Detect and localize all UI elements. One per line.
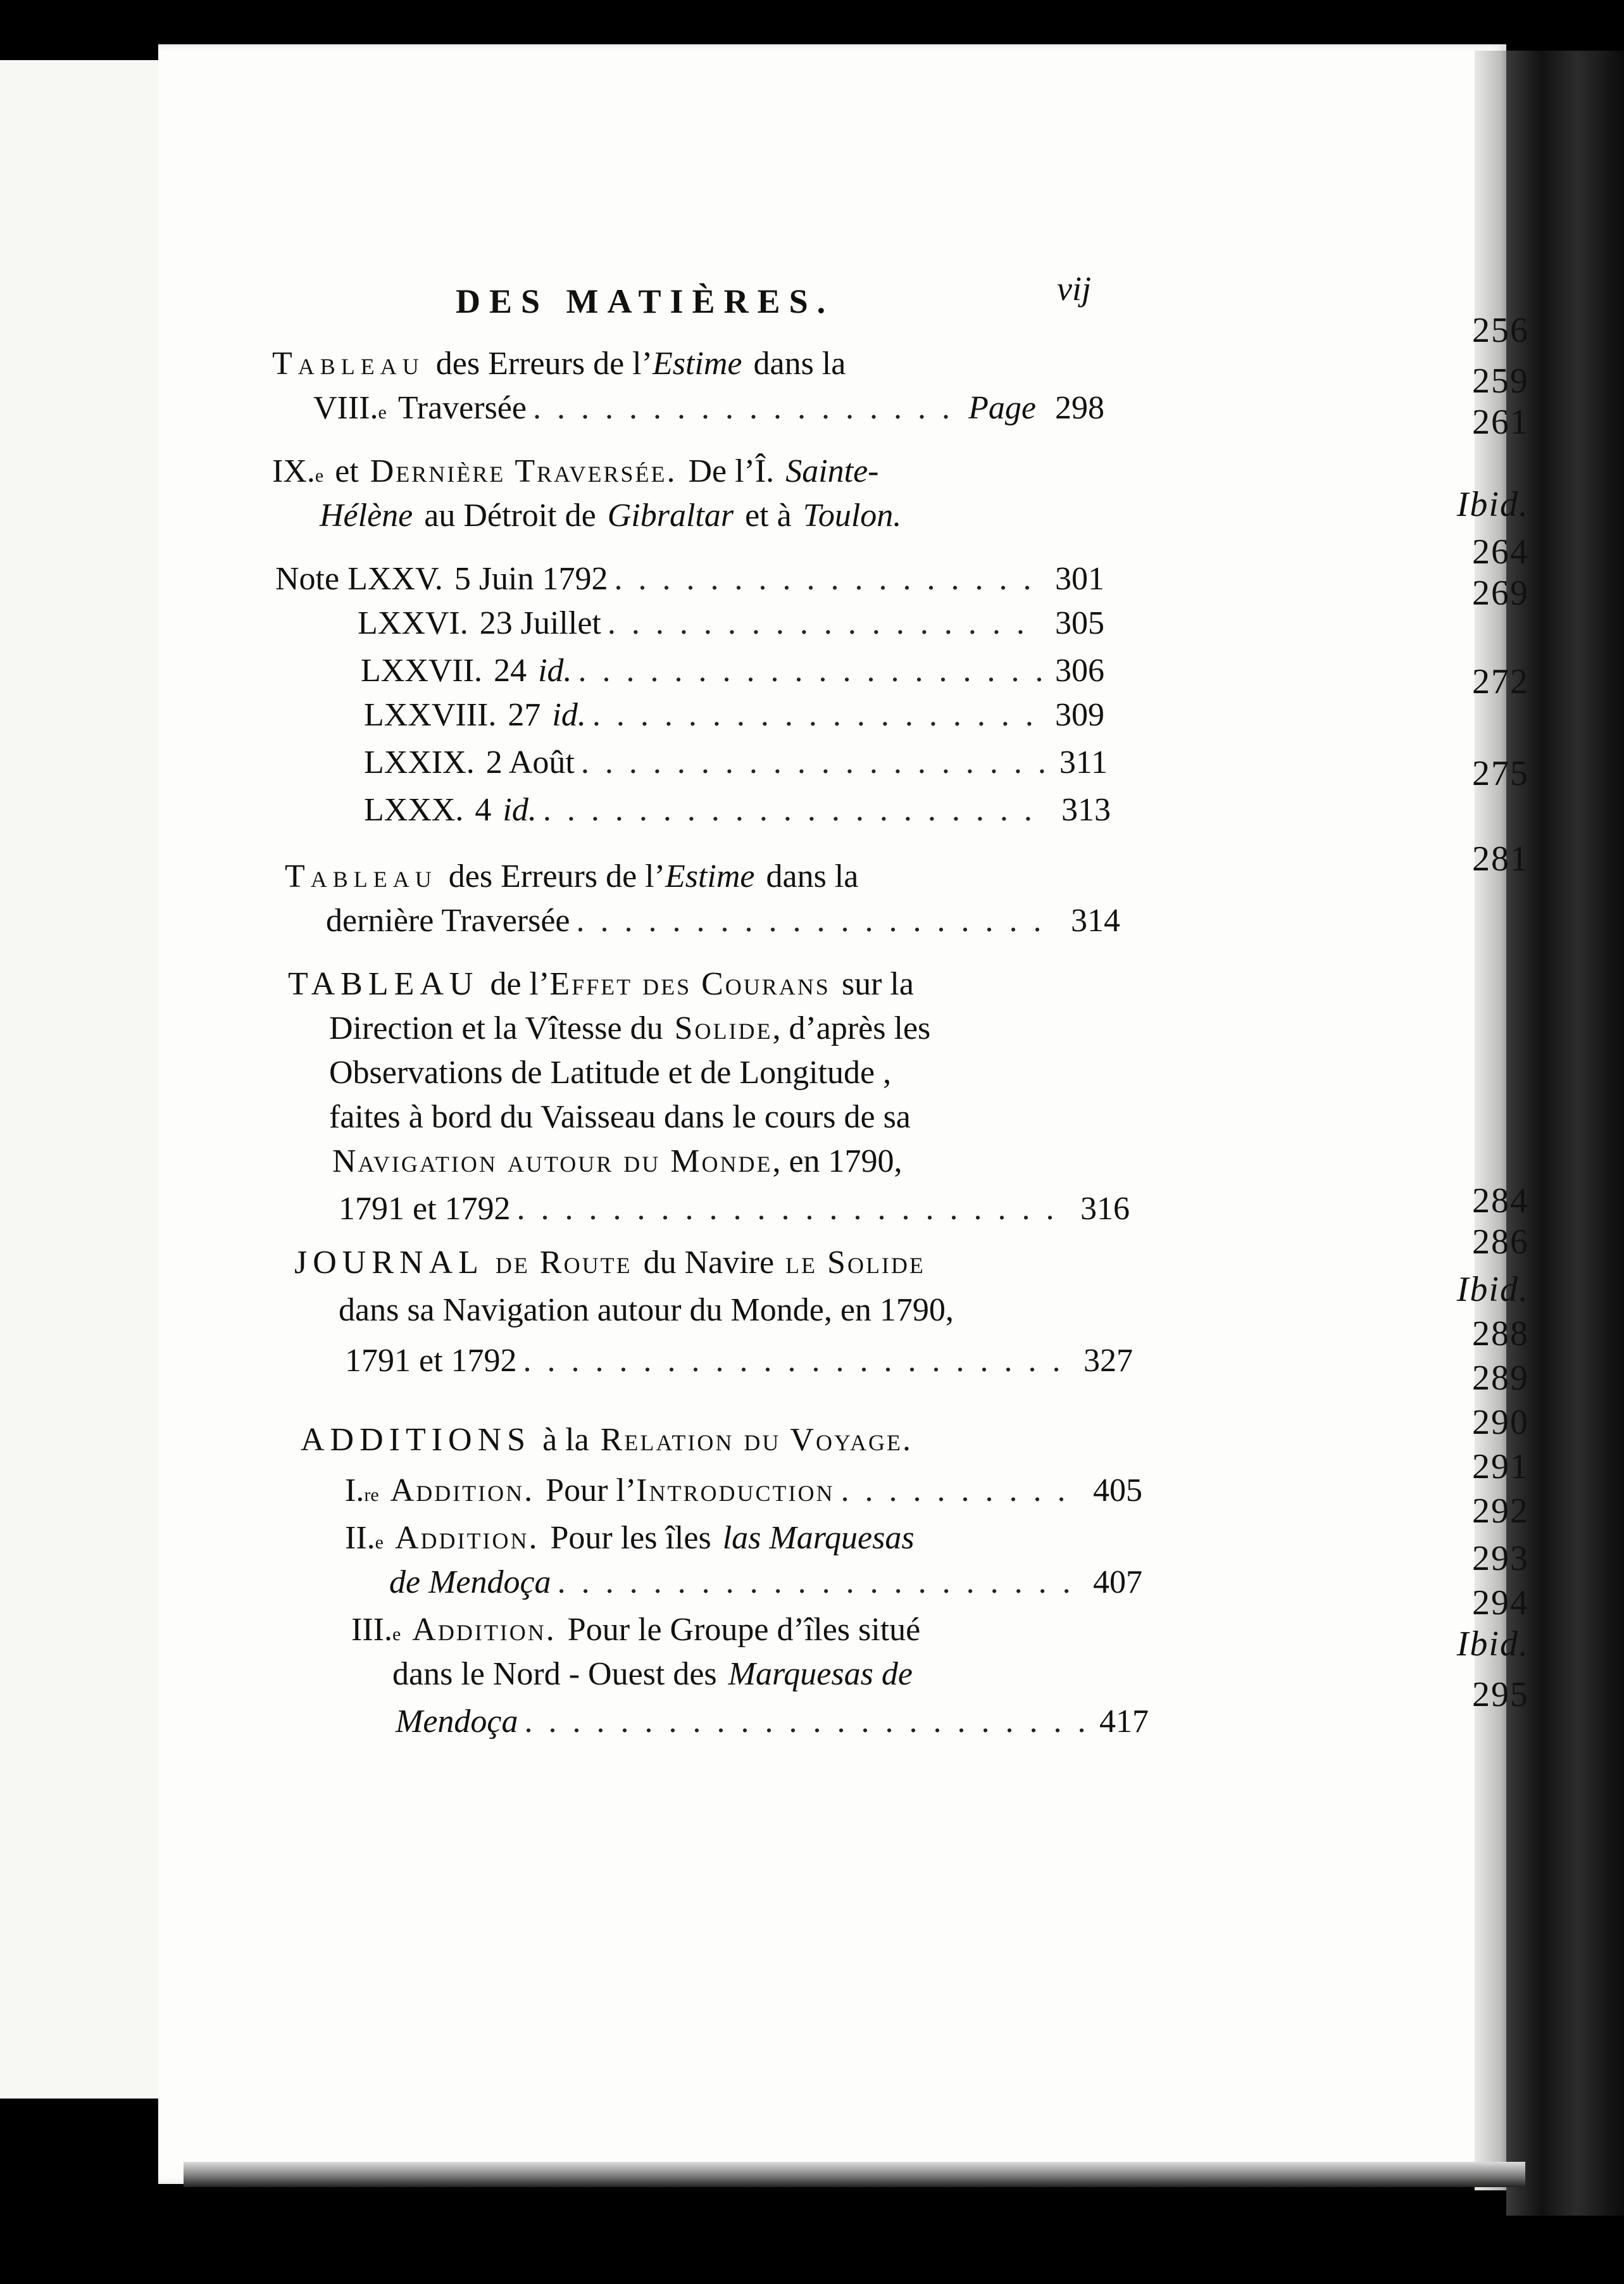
entry-page: 298 bbox=[1055, 390, 1104, 426]
toc-addition-3-line2 bbox=[392, 1655, 913, 1693]
toc-entry-ix-line1 bbox=[272, 453, 878, 490]
entry-label: Relation du Voyage. bbox=[600, 1422, 913, 1458]
left-page bbox=[0, 60, 172, 2099]
leader-dots bbox=[840, 1472, 1079, 1509]
page-folio: vij bbox=[1057, 270, 1091, 308]
toc-entry-tableau-derniere-line1 bbox=[285, 858, 1038, 895]
left-number: 281 bbox=[1472, 839, 1529, 879]
toc-note-lxxix bbox=[364, 744, 1108, 781]
entry-sup: e bbox=[392, 1624, 401, 1645]
left-number: Ibid. bbox=[1456, 1624, 1529, 1664]
entry-text: dans la bbox=[753, 346, 846, 382]
left-number: 259 bbox=[1472, 361, 1529, 401]
note-page: 309 bbox=[1055, 697, 1104, 733]
entry-text: 1791 et 1792 bbox=[339, 1191, 511, 1227]
toc-entry-courans-line1 bbox=[288, 965, 914, 1003]
toc-note-lxxx bbox=[364, 791, 1111, 829]
toc-entry-tableau-viii-line2 bbox=[313, 389, 1104, 427]
entry-text: dans sa Navigation autour du Monde, en 1790, bbox=[339, 1292, 954, 1328]
toc-entry-journal-line2 bbox=[339, 1291, 954, 1329]
note-label: LXXVI. bbox=[358, 605, 468, 641]
toc-addition-2-line2 bbox=[389, 1564, 1142, 1601]
note-id: id. bbox=[538, 653, 572, 689]
toc-note-lxxv bbox=[275, 560, 1104, 598]
toc-entry-tableau-viii-line1 bbox=[272, 345, 1019, 382]
leader-dots bbox=[615, 560, 1042, 598]
entry-text: et à bbox=[745, 498, 792, 534]
addition-number: II. bbox=[345, 1520, 375, 1556]
left-number: 294 bbox=[1472, 1583, 1529, 1622]
entry-page-label: Page bbox=[968, 390, 1036, 426]
entry-text: IX. bbox=[272, 453, 315, 489]
entry-label: TABLEAU bbox=[288, 966, 479, 1002]
entry-page: 327 bbox=[1084, 1343, 1133, 1379]
entry-sup: e bbox=[375, 1532, 384, 1553]
left-number: 286 bbox=[1472, 1222, 1529, 1262]
entry-label: Navigation autour du Monde bbox=[332, 1143, 773, 1179]
toc-note-lxxviii bbox=[364, 696, 1104, 734]
entry-label: Effet des Courans bbox=[549, 966, 830, 1002]
left-number: Ibid. bbox=[1456, 1270, 1529, 1309]
toc-entry-tableau-derniere-line2 bbox=[326, 902, 1120, 939]
toc-entry-ix-line2 bbox=[320, 497, 901, 534]
leader-dots bbox=[592, 696, 1041, 734]
entry-text: Pour l’ bbox=[546, 1472, 637, 1509]
note-label: LXXX. bbox=[364, 792, 464, 828]
note-id: id. bbox=[552, 697, 586, 733]
entry-page: 405 bbox=[1093, 1472, 1142, 1509]
left-number: 293 bbox=[1472, 1539, 1529, 1578]
entry-text: à la bbox=[542, 1422, 589, 1458]
toc-entry-courans-line6 bbox=[339, 1190, 1130, 1227]
entry-text: Direction et la Vîtesse du bbox=[329, 1010, 663, 1046]
addition-label: Addition. bbox=[390, 1472, 535, 1509]
left-number: 290 bbox=[1472, 1403, 1529, 1442]
entry-text: , en 1790, bbox=[772, 1143, 903, 1179]
page-title: DES MATIÈRES. bbox=[456, 282, 835, 320]
leader-dots bbox=[558, 1564, 1079, 1601]
left-number: 264 bbox=[1472, 532, 1529, 572]
note-label: Note LXXV. bbox=[275, 561, 443, 597]
note-date: 4 bbox=[475, 792, 492, 828]
entry-sup: e bbox=[378, 402, 387, 423]
leader-dots bbox=[577, 902, 1057, 939]
note-label: LXXVIII. bbox=[364, 697, 497, 733]
entry-text: Pour le Groupe d’îles situé bbox=[567, 1612, 921, 1648]
leader-dots bbox=[533, 389, 962, 427]
leader-dots bbox=[524, 1703, 1085, 1740]
entry-sup: e bbox=[315, 465, 324, 486]
entry-text: Traversée bbox=[397, 390, 527, 426]
entry-text: dans la bbox=[766, 858, 859, 894]
entry-italic: Sainte- bbox=[785, 453, 879, 489]
note-id: id. bbox=[503, 792, 537, 828]
left-number: 269 bbox=[1472, 574, 1529, 613]
left-number: 275 bbox=[1472, 754, 1529, 793]
note-page: 305 bbox=[1055, 605, 1104, 641]
entry-text: VIII. bbox=[313, 390, 378, 426]
entry-italic: Estime bbox=[665, 858, 755, 894]
entry-text: De l’Î. bbox=[688, 453, 775, 489]
entry-text: faites à bord du Vaisseau dans le cours de sa bbox=[329, 1099, 911, 1135]
toc-note-lxxvii bbox=[361, 652, 1104, 689]
entry-text: dans le Nord - Ouest des bbox=[392, 1656, 717, 1692]
toc-entry-courans-line3 bbox=[329, 1054, 891, 1091]
entry-label: Introduction bbox=[636, 1472, 835, 1509]
entry-text: et bbox=[335, 453, 359, 489]
note-label: LXXIX. bbox=[364, 744, 475, 781]
toc-note-lxxvi bbox=[358, 605, 1104, 642]
entry-page: 417 bbox=[1099, 1704, 1149, 1740]
note-date: 5 Juin 1792 bbox=[454, 561, 608, 597]
toc-entry-journal-line1 bbox=[294, 1244, 925, 1281]
entry-italic: Gibraltar bbox=[607, 498, 734, 534]
leader-dots bbox=[517, 1190, 1066, 1227]
left-number: 261 bbox=[1472, 403, 1529, 442]
left-number: 284 bbox=[1472, 1181, 1529, 1220]
addition-label: Addition. bbox=[394, 1520, 539, 1556]
entry-italic: las Marquesas bbox=[722, 1520, 915, 1556]
left-number: Ibid. bbox=[1456, 485, 1529, 524]
entry-italic: Hélène bbox=[320, 498, 413, 534]
entry-text: , d’après les bbox=[772, 1010, 931, 1046]
toc-addition-1 bbox=[345, 1472, 1142, 1509]
entry-page: 314 bbox=[1071, 903, 1120, 939]
entry-label: Tableau bbox=[285, 858, 437, 894]
entry-italic: Marquesas de bbox=[728, 1656, 913, 1692]
page-bottom-edge bbox=[184, 2162, 1525, 2187]
toc-entry-courans-line5 bbox=[332, 1143, 903, 1180]
note-page: 313 bbox=[1061, 792, 1111, 828]
leader-dots bbox=[578, 652, 1041, 689]
entry-page: 407 bbox=[1093, 1564, 1142, 1600]
leader-dots bbox=[608, 605, 1041, 642]
toc-addition-3-line3 bbox=[396, 1703, 1149, 1740]
toc-entry-courans-line2 bbox=[329, 1010, 930, 1047]
left-number: 292 bbox=[1472, 1491, 1529, 1531]
note-date: 24 bbox=[494, 653, 527, 689]
note-date: 23 Juillet bbox=[479, 605, 601, 641]
entry-italic: Estime bbox=[652, 346, 742, 382]
toc-addition-3-line1 bbox=[351, 1611, 920, 1648]
left-number: 291 bbox=[1472, 1447, 1529, 1486]
entry-sup: re bbox=[364, 1484, 379, 1505]
entry-text: dernière Traversée bbox=[326, 903, 570, 939]
note-page: 306 bbox=[1055, 653, 1104, 689]
entry-text: de l’ bbox=[490, 966, 550, 1002]
entry-italic: Mendoça bbox=[396, 1704, 518, 1740]
entry-text: des Erreurs de l’ bbox=[448, 858, 665, 894]
left-number: 256 bbox=[1472, 311, 1529, 350]
entry-text: Pour les îles bbox=[550, 1520, 711, 1556]
left-number: 288 bbox=[1472, 1314, 1529, 1353]
entry-label: JOURNAL bbox=[294, 1245, 484, 1281]
note-page: 301 bbox=[1055, 561, 1104, 597]
note-date: 2 Août bbox=[485, 744, 575, 781]
entry-label: ADDITIONS bbox=[301, 1422, 532, 1458]
note-label: LXXVII. bbox=[361, 653, 483, 689]
note-page: 311 bbox=[1059, 744, 1108, 781]
leader-dots bbox=[523, 1342, 1070, 1379]
entry-text: Observations de Latitude et de Longitude , bbox=[329, 1055, 892, 1091]
entry-label: Solide bbox=[674, 1010, 773, 1046]
left-number: 295 bbox=[1472, 1675, 1529, 1714]
entry-text: sur la bbox=[841, 966, 914, 1002]
leader-dots bbox=[543, 791, 1047, 829]
left-number: 272 bbox=[1472, 662, 1529, 701]
toc-entry-courans-line4 bbox=[329, 1098, 911, 1136]
entry-label: de Route bbox=[495, 1245, 632, 1281]
note-date: 27 bbox=[508, 697, 541, 733]
toc-addition-2-line1 bbox=[345, 1519, 915, 1557]
entry-text: des Erreurs de l’ bbox=[435, 346, 653, 382]
addition-number: III. bbox=[351, 1612, 392, 1648]
entry-text: 1791 et 1792 bbox=[345, 1343, 517, 1379]
entry-label: Dernière Traversée. bbox=[370, 453, 677, 489]
entry-italic: de Mendoça bbox=[389, 1564, 551, 1600]
toc-entry-journal-line3 bbox=[345, 1342, 1133, 1379]
entry-page: 316 bbox=[1080, 1191, 1130, 1227]
entry-label: le Solide bbox=[785, 1245, 925, 1281]
entry-text: au Détroit de bbox=[424, 498, 596, 534]
left-number: 289 bbox=[1472, 1358, 1529, 1398]
addition-label: Addition. bbox=[412, 1612, 556, 1648]
entry-text: du Navire bbox=[643, 1245, 775, 1281]
entry-italic: Toulon. bbox=[803, 498, 902, 534]
toc-entry-additions bbox=[301, 1421, 913, 1459]
addition-number: I. bbox=[345, 1472, 365, 1509]
entry-label: Tableau bbox=[272, 346, 425, 382]
leader-dots bbox=[581, 744, 1044, 781]
